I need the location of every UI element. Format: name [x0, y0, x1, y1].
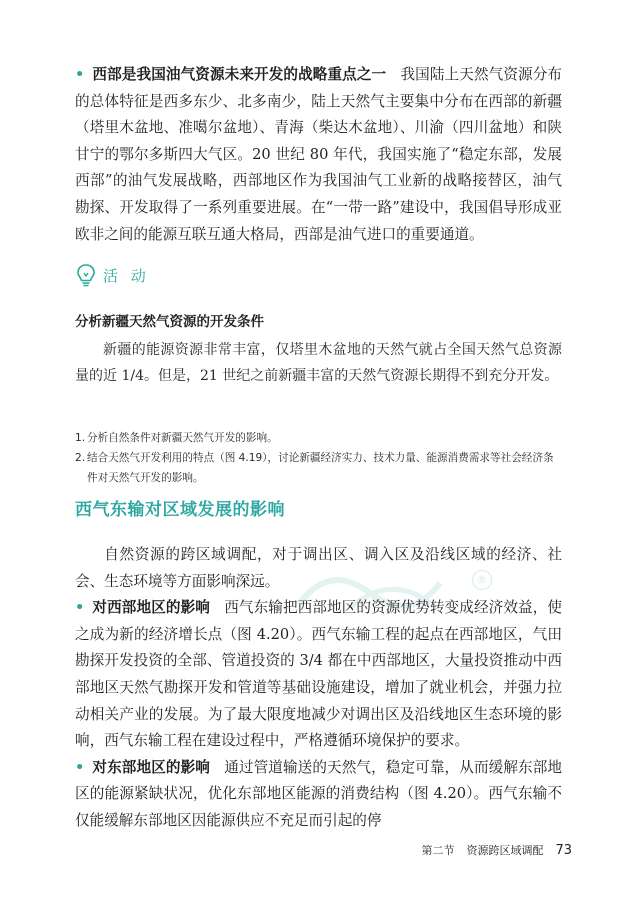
intro-paragraph	[75, 62, 562, 248]
section-body	[75, 542, 562, 835]
east-paragraph	[75, 755, 562, 835]
activity-label: 活 动	[103, 266, 150, 285]
question-item	[75, 428, 562, 448]
bullet-icon: •	[75, 66, 85, 83]
question-number: 2.	[75, 452, 86, 464]
intro-text: 我国陆上天然气资源分布的总体特征是西多东少、北多南少，陆上天然气主要集中分布在西部的新疆（塔里木盆地、准噶尔盆地）、青海（柴达木盆地）、川渝（四川盆地）和陕甘宁的鄂尔多斯四大气区。20 世纪 80 年代，我国实施了“稳定东部，发展西部”的油气发展战略，西部地区作为我国油气工业新的战略接替区，油气勘探、开发取得了一系列重要进展。在“一带一路”建设中，我国倡导形成亚欧非之间的能源互联互通大格局，西部是油气进口的重要通道。	[75, 66, 562, 243]
page-number: 73	[555, 843, 572, 858]
question-item	[75, 448, 562, 488]
footer-section-title: 资源跨区域调配	[466, 844, 544, 857]
activity-material: 新疆的能源资源非常丰富，仅塔里木盆地的天然气就占全国天然气总资源量的近 1/4。但是，21 世纪之前新疆丰富的天然气资源长期得不到充分开发。	[75, 342, 562, 384]
activity-header	[75, 262, 150, 288]
page-footer	[421, 842, 572, 858]
west-text: 西气东输把西部地区的资源优势转变成经济效益，使之成为新的经济增长点（图 4.20）。西气东输工程的起点在西部地区，气田勘探开发投资的全部、管道投资的 3/4 都在中西部地区，大量投资推动中西部地区天然气勘探开发和管道等基础设施建设，增加了就业机会，并强力拉动相关产业的发展。为了最大限度地减少对调出区及沿线地区生态环境的影响，西气东输工程在建设过程中，严格遵循环境保护的要求。	[75, 599, 562, 750]
section-heading: 西气东输对区域发展的影响	[75, 500, 285, 520]
activity-bulb-icon	[75, 263, 97, 287]
question-number: 1.	[75, 432, 86, 444]
west-title: 对西部地区的影响	[92, 599, 210, 617]
intro-bullet-title: 西部是我国油气资源未来开发的战略重点之一	[92, 66, 387, 83]
intro-section	[75, 62, 562, 248]
section-intro: 自然资源的跨区域调配，对于调出区、调入区及沿线区域的经济、社会、生态环境等方面影响深远。	[75, 546, 562, 590]
question-text: 结合天然气开发利用的特点（图 4.19），讨论新疆经济实力、技术力量、能源消费需求等社会经济条件对天然气开发的影响。	[87, 452, 554, 484]
question-text: 分析自然条件对新疆天然气开发的影响。	[87, 432, 278, 444]
footer-section-label: 第二节	[421, 844, 455, 857]
west-paragraph	[75, 595, 562, 755]
east-text: 通过管道输送的天然气，稳定可靠，从而缓解东部地区的能源紧缺状况，优化东部地区能源的消费结构（图 4.20）。西气东输不仅能缓解东部地区因能源供应不充足而引起的停	[75, 758, 562, 829]
bullet-icon: •	[75, 758, 85, 776]
activity-title: 分析新疆天然气资源的开发条件	[75, 314, 264, 330]
activity-questions	[75, 428, 562, 488]
bullet-icon: •	[75, 599, 85, 617]
registered-mark: ®	[472, 570, 492, 590]
east-title: 对东部地区的影响	[92, 758, 210, 776]
